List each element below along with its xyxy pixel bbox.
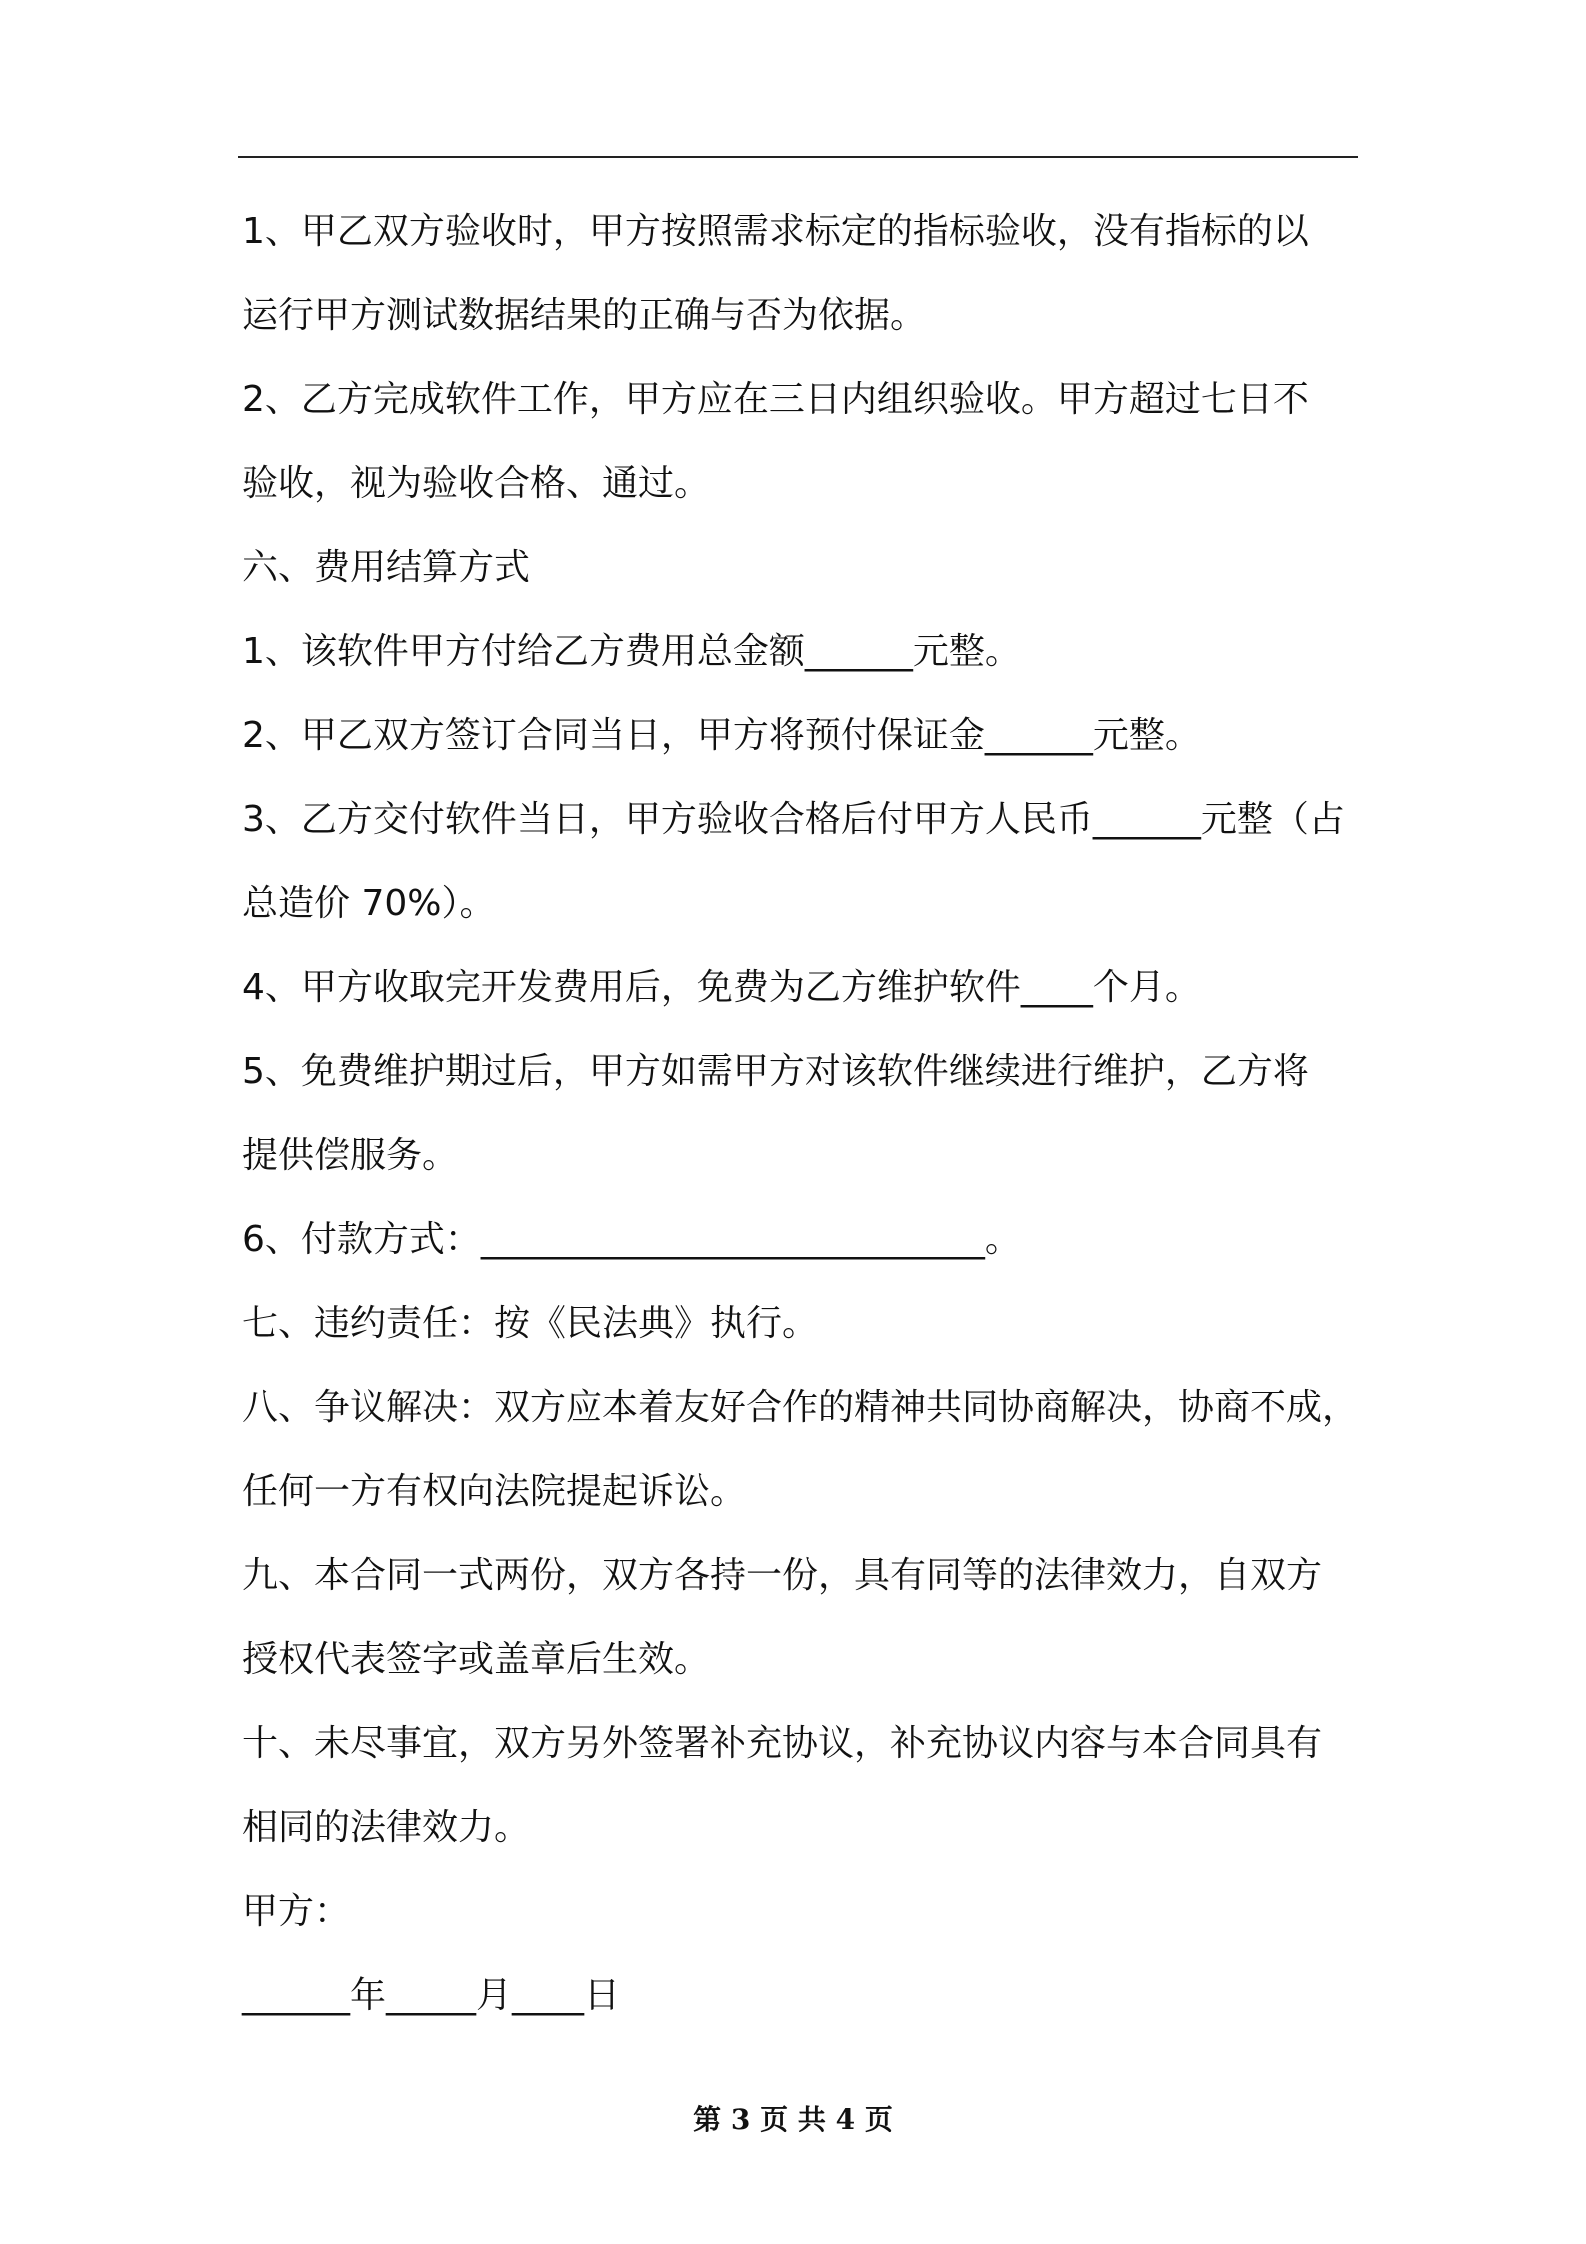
section-heading: 七、违约责任：按《民法典》执行。 — [242, 1303, 819, 1344]
clause-line: 授权代表签字或盖章后生效。 — [242, 1639, 711, 1680]
clause-line: 验收，视为验收合格、通过。 — [242, 463, 711, 504]
section-heading: 八、争议解决：双方应本着友好合作的精神共同协商解决，协商不成， — [242, 1387, 1359, 1428]
clause-line: 1、甲乙双方验收时，甲方按照需求标定的指标验收，没有指标的以 — [242, 211, 1309, 252]
section-heading: 六、费用结算方式 — [242, 547, 531, 588]
clause-line: 5、免费维护期过后，甲方如需甲方对该软件继续进行维护，乙方将 — [242, 1051, 1309, 1092]
clause-line: 相同的法律效力。 — [242, 1807, 531, 1848]
clause-line: 任何一方有权向法院提起诉讼。 — [242, 1471, 747, 1512]
header-rule — [238, 156, 1358, 158]
clause-line: 1、该软件甲方付给乙方费用总金额______元整。 — [242, 631, 1021, 672]
clause-line: 6、付款方式：____________________________。 — [242, 1219, 1021, 1260]
clause-line: 总造价 70%）。 — [242, 883, 496, 924]
clause-line: 3、乙方交付软件当日，甲方验收合格后付甲方人民币______元整（占 — [242, 799, 1345, 840]
clause-line: 4、甲方收取完开发费用后，免费为乙方维护软件____个月。 — [242, 967, 1201, 1008]
document-body — [242, 190, 1362, 2038]
clause-line: 提供偿服务。 — [242, 1135, 459, 1176]
section-heading: 十、未尽事宜，双方另外签署补充协议，补充协议内容与本合同具有 — [242, 1723, 1323, 1764]
section-heading: 九、本合同一式两份，双方各持一份，具有同等的法律效力，自双方 — [242, 1555, 1323, 1596]
clause-line: 2、甲乙双方签订合同当日，甲方将预付保证金______元整。 — [242, 715, 1201, 756]
clause-line: 运行甲方测试数据结果的正确与否为依据。 — [242, 295, 927, 336]
date-line: ______年_____月____日 — [242, 1975, 620, 2016]
clause-line: 2、乙方完成软件工作，甲方应在三日内组织验收。甲方超过七日不 — [242, 379, 1309, 420]
page-number: 第 3 页 共 4 页 — [693, 2103, 893, 2136]
party-a-label: 甲方： — [242, 1891, 351, 1932]
